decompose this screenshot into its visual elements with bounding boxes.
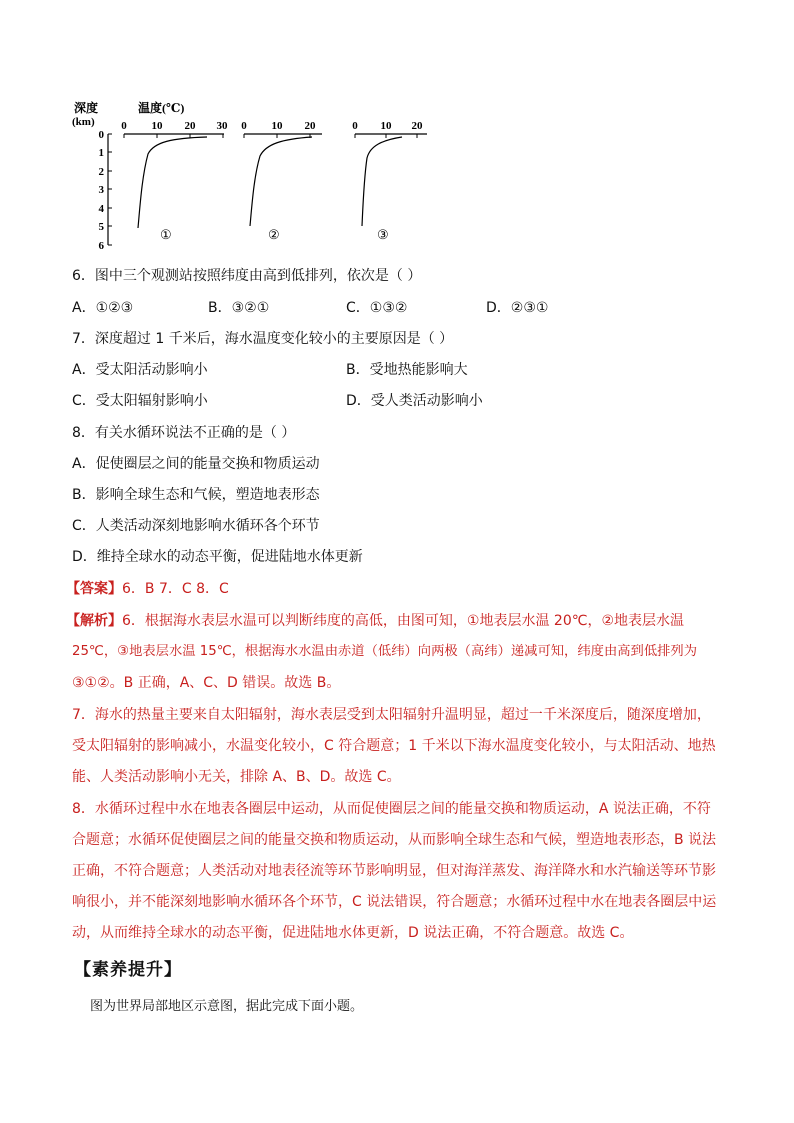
profile-panel-1 [121,120,228,242]
temperature-depth-svg [72,96,452,256]
panel-2-tick-20: 20 [304,120,316,132]
analysis-line-6: 能、人类活动影响小无关，排除 A、B、D。故选 C。 [72,769,401,785]
question-7-option-c: C．受太阳辐射影响小 [72,393,208,409]
question-8-option-c: C．人类活动深刻地影响水循环各个环节 [72,518,320,534]
question-6-option-c: C．①③② [346,300,408,316]
depth-tick-2: 2 [98,166,104,178]
analysis-tag: 【解析】 [66,613,122,629]
analysis-line-8: 合题意；水循环促使圈层之间的能量交换和物质运动，从而影响全球生态和气候，塑造地表形态，B 说法 [72,832,717,848]
depth-tick-6: 6 [98,240,104,252]
panel-1-curve [138,137,207,228]
panel-3-marker: ③ [377,227,389,242]
panel-1-tick-20: 20 [184,120,196,132]
panel-3-tick-10: 10 [380,120,392,132]
temperature-label: 温度(℃) [138,101,185,115]
analysis-line-7: 8．水循环过程中水在地表各圈层中运动，从而促使圈层之间的能量交换和物质运动，A 说法正确，不符 [72,801,711,817]
analysis-line-4: 7．海水的热量主要来自太阳辐射，海水表层受到太阳辐射升温明显，超过一千米深度后，随深度增加， [72,707,711,723]
panel-2-tick-0: 0 [241,120,247,132]
analysis-line-3: ③①②。B 正确，A、C、D 错误。故选 B。 [72,675,341,691]
question-8-option-a: A．促使圈层之间的能量交换和物质运动 [72,456,320,472]
question-8-option-d: D．维持全球水的动态平衡，促进陆地水体更新 [72,549,363,565]
section-title: 【素养提升】 [74,960,182,980]
panel-2-curve [250,137,312,226]
panel-1-tick-10: 10 [151,120,163,132]
analysis-line-2: 25℃，③地表层水温 15℃，根据海水水温由赤道（低纬）向两极（高纬）递减可知，纬度由高到低排列为 [72,644,698,659]
answer-text: 6．B 7．C 8．C [122,581,229,597]
panel-1-marker: ① [160,227,172,242]
answer-line [66,579,229,599]
section-intro: 图为世界局部地区示意图，据此完成下面小题。 [90,999,364,1014]
question-7-option-b: B．受地热能影响大 [346,362,468,378]
question-8-option-b: B．影响全球生态和气候，塑造地表形态 [72,487,320,503]
question-6-option-b: B．③②① [208,300,270,316]
depth-tick-4: 4 [98,203,104,215]
panel-3-tick-20: 20 [411,120,423,132]
temperature-depth-figure [72,96,452,256]
question-8-stem: 8．有关水循环说法不正确的是（ ） [72,425,296,441]
answer-tag: 【答案】 [66,581,122,597]
analysis-line-1 [66,611,684,631]
analysis-line-10: 响很小，并不能深刻地影响水循环各个环节，C 说法错误，符合题意；水循环过程中水在地表各圈层中运 [72,894,717,910]
profile-panel-3 [352,120,427,242]
depth-tick-3: 3 [98,184,104,196]
panel-1-tick-0: 0 [121,120,127,132]
panel-3-tick-0: 0 [352,120,358,132]
question-6-stem: 6．图中三个观测站按照纬度由高到低排列，依次是（ ） [72,268,422,284]
analysis-text-1: 6．根据海水表层水温可以判断纬度的高低，由图可知，①地表层水温 20℃，②地表层水温 [122,613,684,629]
analysis-line-9: 正确，不符合题意；人类活动对地表径流等环节影响明显，但对海洋蒸发、海洋降水和水汽输送等环节影 [72,863,716,879]
analysis-line-11: 动，从而维持全球水的动态平衡，促进陆地水体更新，D 说法正确，不符合题意。故选 C。 [72,925,634,941]
analysis-line-5: 受太阳辐射的影响减小，水温变化较小，C 符合题意；1 千米以下海水温度变化较小，与太阳活动、地热 [72,738,716,754]
question-6-option-d: D．②③① [486,300,549,316]
panel-1-tick-30: 30 [216,120,228,132]
question-7-option-d: D．受人类活动影响小 [346,393,483,409]
question-6-option-a: A．①②③ [72,300,134,316]
question-7-option-a: A．受太阳活动影响小 [72,362,208,378]
depth-label: 深度 [74,101,99,115]
depth-tick-1: 1 [98,147,104,159]
panel-3-curve [362,137,402,226]
question-7-stem: 7．深度超过 1 千米后，海水温度变化较小的主要原因是（ ） [72,331,454,347]
depth-tick-5: 5 [98,221,104,233]
depth-tick-0: 0 [98,129,104,141]
panel-2-marker: ② [268,227,280,242]
panel-2-tick-10: 10 [271,120,283,132]
depth-unit: (km) [72,116,95,128]
depth-tick-labels [99,129,105,252]
profile-panel-2 [241,120,322,242]
